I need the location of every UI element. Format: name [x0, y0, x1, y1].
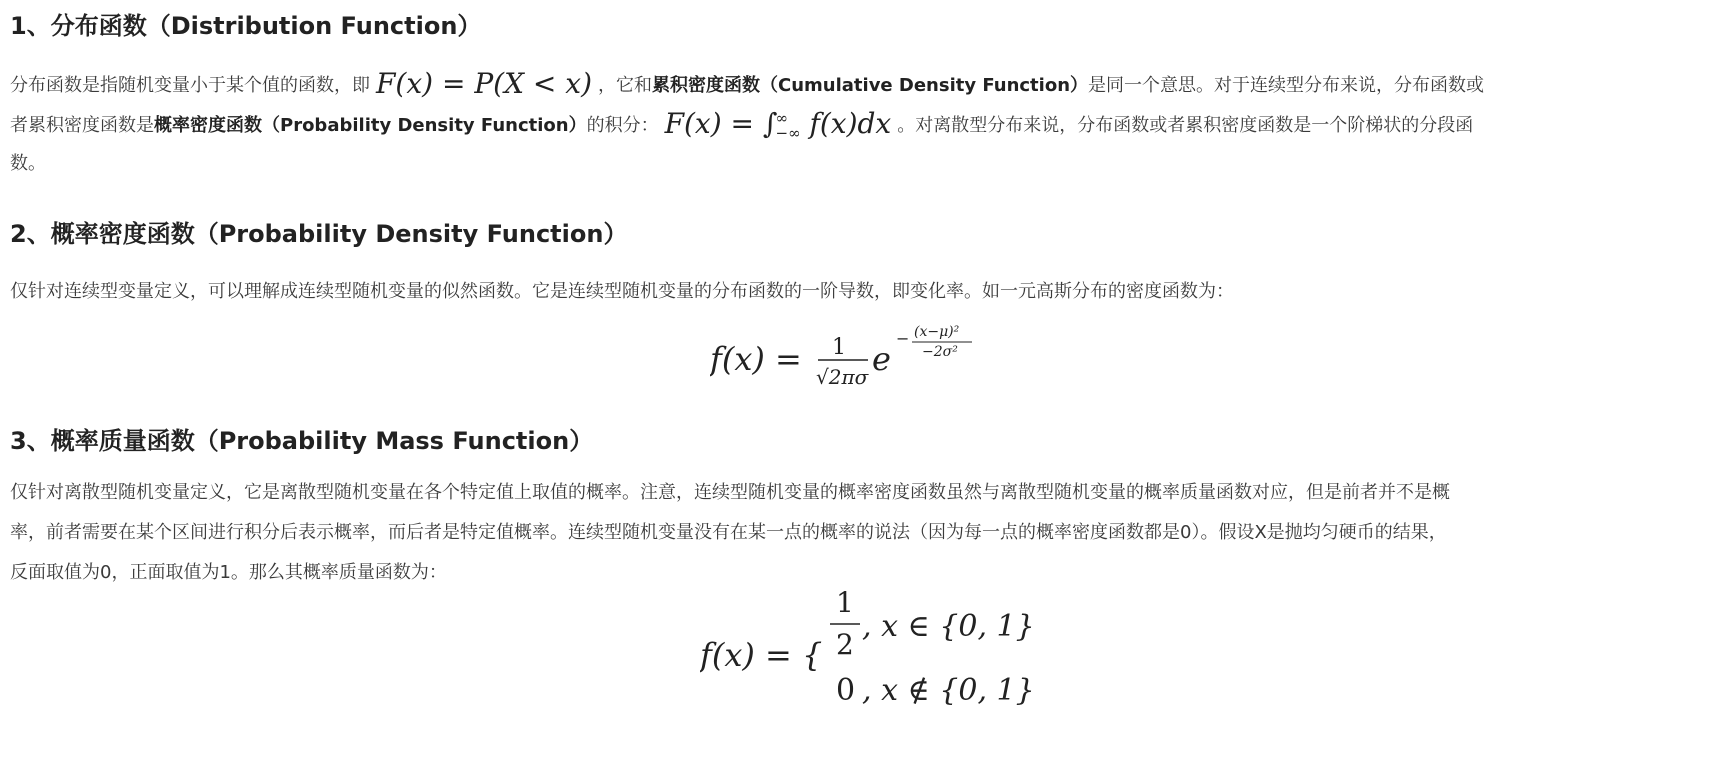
inline-formula-integral: F(x) = ∫ ∞ −∞ f(x)dx [664, 107, 892, 142]
section-3-line-2: 率，前者需要在某个区间进行积分后表示概率，而后者是特定值概率。连续型随机变量没有在某一点的概率的说法（因为每一点的概率密度函数都是0）。假设X是抛均匀硬币的结果， [10, 522, 1447, 543]
section-3-heading: 3、概率质量函数（Probability Mass Function） [10, 427, 594, 455]
inline-formula-F: F(x) = P(X < x) [376, 67, 593, 100]
section-3-paragraph [10, 473, 1710, 593]
gaussian-density-formula [710, 318, 1030, 398]
pmf-case1-num: 1 [836, 590, 854, 619]
gaussian-denominator: √2πσ [816, 365, 869, 389]
section-1-line-1: 分布函数是指随机变量小于某个值的函数，即 F(x) = P(X < x) ，它和累积密度函数（Cumulative Density Function）是同一个意思。对于连续型分布来说，分布函数或 [10, 67, 1485, 100]
section-2-heading: 2、概率密度函数（Probability Density Function） [10, 220, 628, 248]
gaussian-base: e [872, 340, 891, 378]
section-1-line-3: 数。 [10, 153, 46, 174]
section-1-line-2: 者累积密度函数是概率密度函数（Probability Density Function）的积分： F(x) = ∫ ∞ −∞ f(x)dx 。对离散型分布来说，分布函数或者累积密度函数是一个阶梯状的分段函 [10, 107, 1474, 142]
pmf-case2-cond: , x ∉ {0, 1} [862, 673, 1035, 708]
pmf-case1-cond: , x ∈ {0, 1} [862, 609, 1035, 644]
section-3-line-1: 仅针对离散型随机变量定义，它是离散型随机变量在各个特定值上取值的概率。注意，连续型随机变量的概率密度函数虽然与离散型随机变量的概率质量函数对应，但是前者并不是概 [10, 482, 1450, 503]
gaussian-exp-sign: − [896, 329, 910, 348]
pmf-lhs: f(x) = { [700, 636, 823, 674]
section-1-paragraph [10, 64, 1710, 184]
gaussian-exp-denominator: −2σ² [922, 344, 958, 360]
term-cdf: 累积密度函数（Cumulative Density Function） [652, 75, 1089, 96]
pmf-formula [700, 590, 1080, 720]
pmf-case2-val: 0 [836, 673, 856, 708]
section-2-line-1: 仅针对连续型变量定义，可以理解成连续型随机变量的似然函数。它是连续型随机变量的分布函数的一阶导数，即变化率。如一元高斯分布的密度函数为： [10, 281, 1234, 302]
pmf-case1-den: 2 [836, 628, 854, 661]
term-pdf: 概率密度函数（Probability Density Function） [154, 115, 587, 136]
section-1-heading: 1、分布函数（Distribution Function） [10, 12, 482, 40]
gaussian-numerator: 1 [832, 335, 846, 360]
section-3-line-3: 反面取值为0，正面取值为1。那么其概率质量函数为： [10, 562, 447, 583]
gaussian-exp-numerator: (x−μ)² [914, 324, 960, 340]
gaussian-lhs: f(x) = [710, 340, 802, 378]
section-2-paragraph [10, 272, 1710, 312]
